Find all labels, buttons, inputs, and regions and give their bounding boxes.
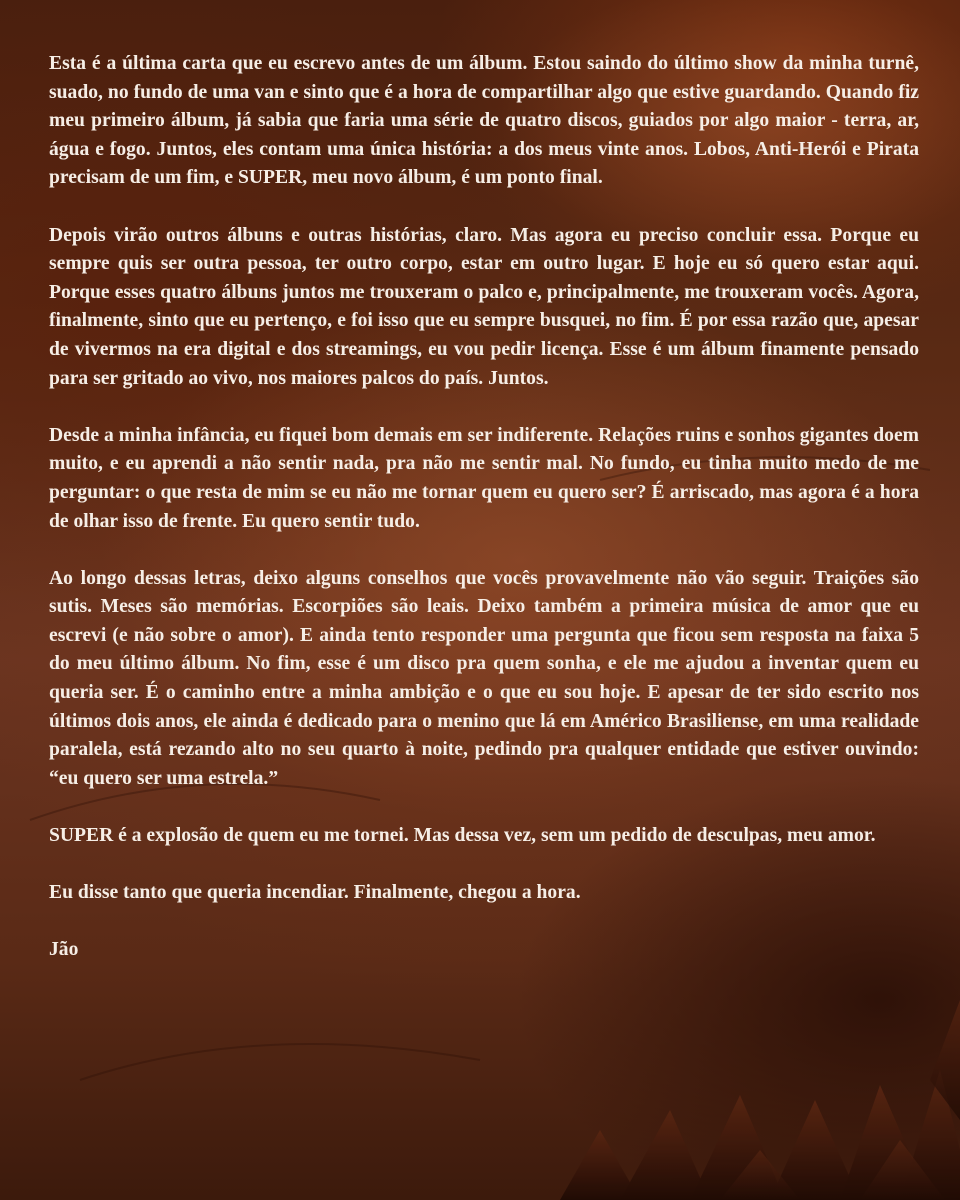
letter-paragraph-3: Desde a minha infância, eu fiquei bom demais em ser indiferente. Relações ruins e sonhos gigantes doem muito, e eu aprendi a não sentir nada, pra não me sentir mal. No fundo, eu tinha muito medo de me perguntar: o que resta de mim se eu não me tornar quem eu quero ser? É arriscado, mas agora é a hora de olhar isso de frente. Eu quero sentir tudo.	[49, 424, 919, 532]
letter-paragraph-1: Esta é a última carta que eu escrevo antes de um álbum. Estou saindo do último show da minha turnê, suado, no fundo de uma van e sinto que é a hora de compartilhar algo que estive guardando. Quando fiz meu primeiro álbum, já sabia que faria uma série de quatro discos, guiados por algo maior - terra, ar, água e fogo. Juntos, eles contam uma única história: a dos meus vinte anos. Lobos, Anti-Herói e Pirata precisam de um fim, e SUPER, meu novo álbum, é um ponto final.	[49, 53, 919, 189]
letter-body	[49, 50, 919, 965]
letter-paragraph-2: Depois virão outros álbuns e outras histórias, claro. Mas agora eu preciso concluir essa. Porque eu sempre quis ser outra pessoa, ter outro corpo, estar em outro lugar. E hoje eu só quero estar aqui. Porque esses quatro álbuns juntos me trouxeram o palco e, principalmente, me trouxeram vocês. Agora, finalmente, sinto que eu pertenço, e foi isso que eu sempre busquei, no fim. É por essa razão que, apesar de vivermos na era digital e dos streamings, eu vou pedir licença. Esse é um álbum finamente pensado para ser gritado ao vivo, nos maiores palcos do país. Juntos.	[49, 224, 919, 389]
letter-paragraph-5: SUPER é a explosão de quem eu me tornei. Mas dessa vez, sem um pedido de desculpas, meu amor.	[49, 825, 876, 847]
letter-paragraph-4: Ao longo dessas letras, deixo alguns conselhos que vocês provavelmente não vão seguir. Traições são sutis. Meses são memórias. Escorpiões são leais. Deixo também a primeira música de amor que eu escrevi (e não sobre o amor). E ainda tento responder uma pergunta que ficou sem resposta na faixa 5 do meu último álbum. No fim, esse é um disco pra quem sonha, e ele me ajudou a inventar quem eu queria ser. É o caminho entre a minha ambição e o que eu sou hoje. E apesar de ter sido escrito nos últimos dois anos, ele ainda é dedicado para o menino que lá em Américo Brasiliense, em uma realidade paralela, está rezando alto no seu quarto à noite, pedindo pra qualquer entidade que estiver ouvindo: “eu quero ser uma estrela.”	[49, 567, 919, 789]
letter-paragraph-6: Eu disse tanto que queria incendiar. Finalmente, chegou a hora.	[49, 882, 581, 904]
letter-signature: Jão	[49, 939, 79, 961]
dragon-scales-decoration	[560, 1000, 960, 1200]
